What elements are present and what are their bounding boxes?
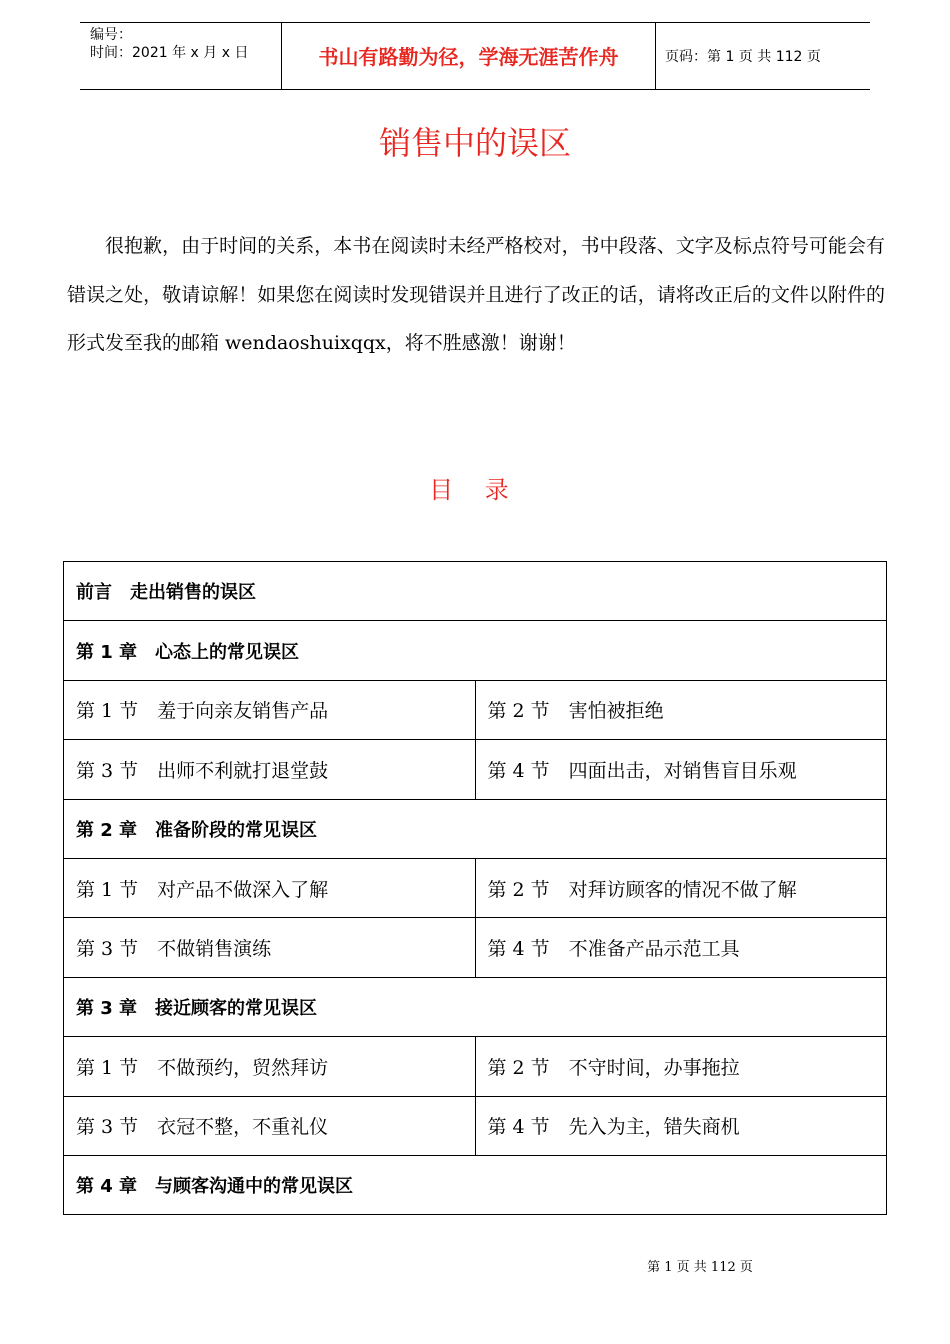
toc-row-sections (64, 918, 887, 977)
toc-section[interactable]: 第 1 节 不做预约，贸然拜访 (64, 1037, 476, 1096)
toc-section[interactable]: 第 2 节 对拜访顾客的情况不做了解 (475, 858, 887, 917)
header-bottom-rule (80, 89, 870, 90)
toc-section[interactable]: 第 3 节 不做销售演练 (64, 918, 476, 977)
toc-section[interactable]: 第 4 节 四面出击，对销售盲目乐观 (475, 740, 887, 799)
header-motto: 书山有路勤为径，学海无涯苦作舟 (318, 45, 619, 69)
notice-paragraph: 很抱歉，由于时间的关系，本书在阅读时未经严格校对，书中段落、文字及标点符号可能会有错误之处，敬请谅解！如果您在阅读时发现错误并且进行了改正的话，请将改正后的文件以附件的形式发至我的邮箱 wendaoshuixqqx，将不胜感激！谢谢！ (67, 235, 885, 354)
toc-section[interactable]: 第 4 节 不准备产品示范工具 (475, 918, 887, 977)
toc-row-chapter-1 (64, 621, 887, 680)
toc-row-preface (64, 562, 887, 621)
toc-heading: 目 录 (429, 476, 521, 504)
toc-preface[interactable]: 前言 走出销售的误区 (64, 562, 887, 621)
toc-section[interactable]: 第 3 节 衣冠不整，不重礼仪 (64, 1096, 476, 1155)
toc-row-chapter-2 (64, 799, 887, 858)
document-title: 销售中的误区 (378, 124, 571, 162)
toc-section[interactable]: 第 1 节 对产品不做深入了解 (64, 858, 476, 917)
header-number-label: 编号： (90, 27, 132, 43)
header-page-info: 页码：第 1 页 共 112 页 (665, 48, 821, 65)
toc-row-sections (64, 1037, 887, 1096)
toc-row-sections (64, 680, 887, 739)
page-footer: 第 1 页 共 112 页 (647, 1260, 753, 1275)
toc-row-sections (64, 1096, 887, 1155)
toc-section[interactable]: 第 2 节 害怕被拒绝 (475, 680, 887, 739)
toc-section[interactable]: 第 4 节 先入为主，错失商机 (475, 1096, 887, 1155)
toc-row-chapter-4 (64, 1155, 887, 1214)
header-meta (90, 26, 248, 62)
header-time-label: 时间：2021 年 x 月 x 日 (90, 45, 249, 61)
toc-row-chapter-3 (64, 977, 887, 1036)
toc-row-sections (64, 858, 887, 917)
toc-chapter-1[interactable]: 第 1 章 心态上的常见误区 (64, 621, 887, 680)
toc-section[interactable]: 第 1 节 羞于向亲友销售产品 (64, 680, 476, 739)
toc-section[interactable]: 第 2 节 不守时间，办事拖拉 (475, 1037, 887, 1096)
header-divider-right (655, 22, 656, 89)
toc-chapter-4[interactable]: 第 4 章 与顾客沟通中的常见误区 (64, 1155, 887, 1214)
toc-table (63, 561, 887, 1215)
toc-row-sections (64, 740, 887, 799)
toc-section[interactable]: 第 3 节 出师不利就打退堂鼓 (64, 740, 476, 799)
toc-chapter-3[interactable]: 第 3 章 接近顾客的常见误区 (64, 977, 887, 1036)
toc-chapter-2[interactable]: 第 2 章 准备阶段的常见误区 (64, 799, 887, 858)
